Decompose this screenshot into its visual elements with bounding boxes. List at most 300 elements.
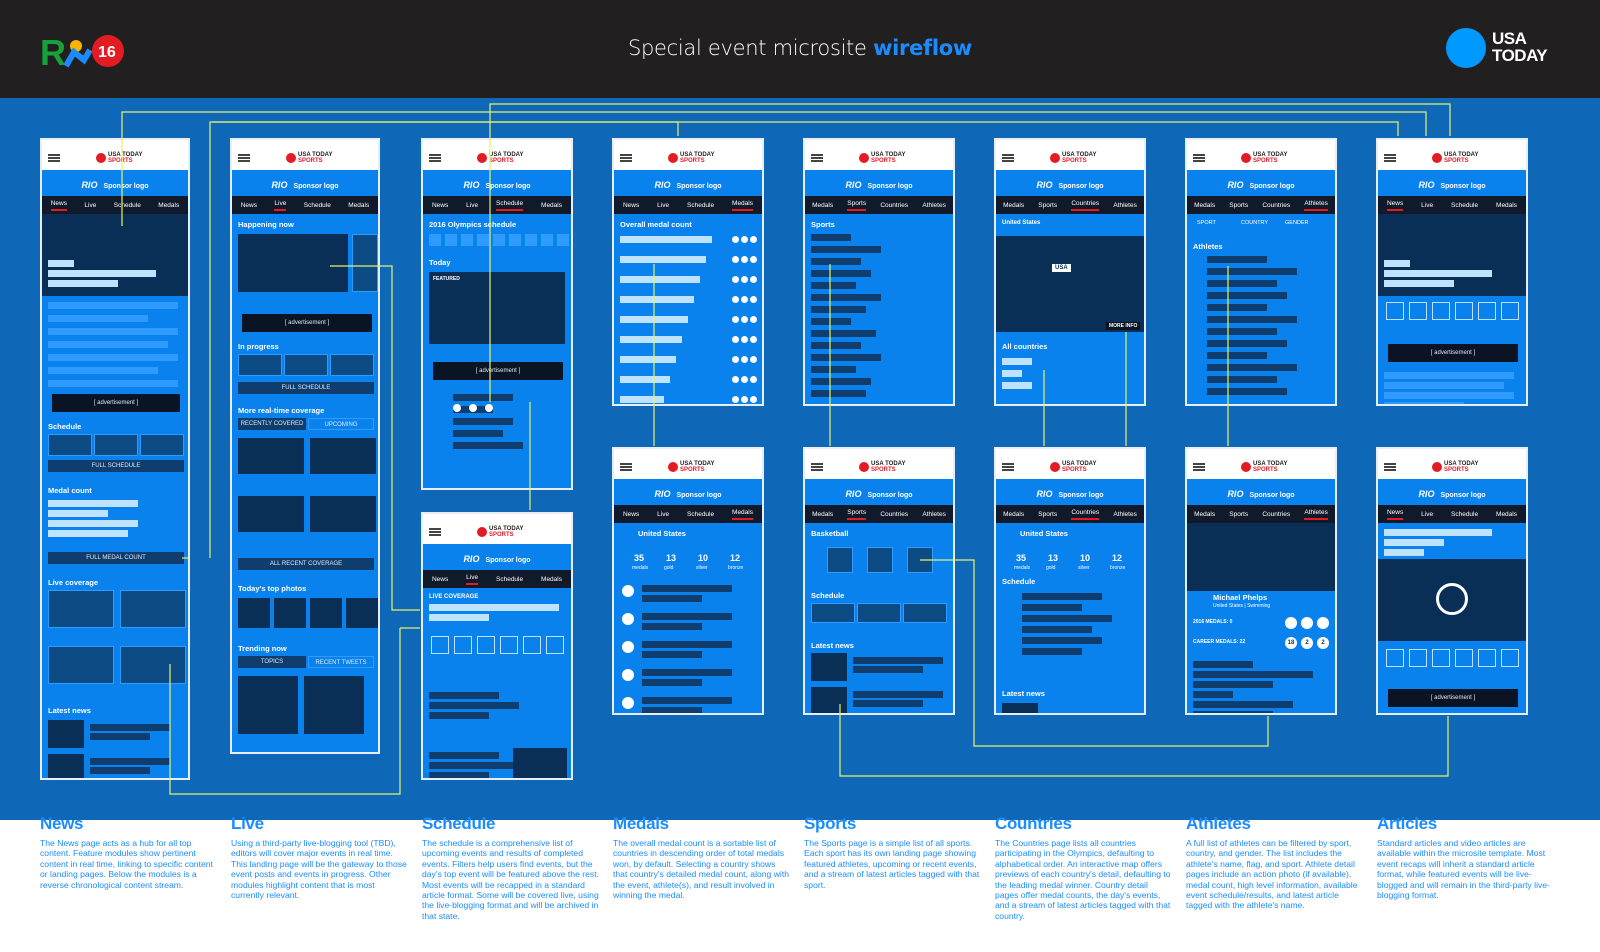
- play-icon: [1436, 583, 1468, 615]
- sponsor-strip: [614, 479, 762, 505]
- date-cell: [557, 234, 569, 246]
- content-bar: [1193, 691, 1233, 698]
- content-bar: [1384, 382, 1504, 389]
- nav-tab-athletes[interactable]: Athletes: [1304, 200, 1328, 211]
- live-card: [48, 646, 114, 684]
- photo-thumb: [346, 598, 378, 628]
- stat-value: 35: [1016, 553, 1027, 563]
- schedule-card: [94, 434, 138, 456]
- content-bar: [853, 700, 923, 707]
- nav-tab-sports[interactable]: Sports: [1038, 201, 1058, 209]
- hamburger-menu-icon[interactable]: [1193, 154, 1205, 162]
- nav-tab-medals[interactable]: Medals: [1003, 510, 1025, 518]
- content-bar: [811, 390, 866, 397]
- description-title: Sports: [804, 814, 857, 833]
- phone-header: [1187, 148, 1335, 170]
- nav-tab-schedule[interactable]: Schedule: [113, 201, 141, 209]
- nav-tab-live[interactable]: Live: [1421, 510, 1434, 518]
- hamburger-menu-icon[interactable]: [429, 528, 441, 536]
- nav-tab-medals[interactable]: Medals: [1194, 201, 1216, 209]
- content-bar: [1384, 280, 1454, 287]
- sponsor-logo: Sponsor logo: [676, 492, 722, 499]
- hamburger-menu-icon[interactable]: [1193, 463, 1205, 471]
- brand-label: USA TODAY SPORTS: [489, 152, 524, 164]
- date-cell: [525, 234, 537, 246]
- content-bar: [642, 651, 702, 658]
- content-bar: [1207, 280, 1277, 287]
- brand-label: USA TODAY SPORTS: [871, 152, 906, 164]
- phone-sports: [803, 138, 955, 406]
- status-bar: [232, 140, 378, 148]
- rt-card: [310, 438, 376, 474]
- content-bar: [1193, 681, 1273, 688]
- live-card: [120, 646, 186, 684]
- status-bar: [614, 449, 762, 457]
- career-dot: 18: [1285, 637, 1297, 649]
- sponsor-strip: [805, 170, 953, 196]
- content-bar: [811, 330, 876, 337]
- phone-header: [423, 522, 571, 544]
- content-bar: [90, 724, 170, 731]
- country-bar: [620, 236, 712, 243]
- share-icon: [500, 636, 518, 654]
- phone-video: [1376, 447, 1528, 715]
- medal-dot: [741, 276, 748, 283]
- medal-dot: [741, 316, 748, 323]
- phone-header: [1378, 148, 1526, 170]
- athlete-name: Michael Phelps: [1213, 593, 1268, 602]
- nav-tab-medals[interactable]: Medals: [348, 201, 370, 209]
- nav-tab-news[interactable]: News: [622, 510, 640, 518]
- nav-tab-news[interactable]: News: [1387, 200, 1403, 211]
- usa-today-wordmark: USA TODAY: [1492, 29, 1548, 65]
- status-bar: [423, 514, 571, 522]
- hamburger-menu-icon[interactable]: [1384, 463, 1396, 471]
- content-bar: [642, 623, 702, 630]
- nav-tab-medals[interactable]: Medals: [541, 575, 562, 583]
- sponsor-strip: [423, 544, 571, 570]
- nav-tab-live[interactable]: Live: [1421, 201, 1434, 209]
- phone-article: [1376, 138, 1528, 406]
- content-bar: [429, 762, 519, 769]
- content-bar: [48, 520, 138, 527]
- content-bar: [642, 613, 732, 620]
- nav-tab-sports[interactable]: Sports: [1229, 510, 1249, 518]
- advertisement-slot: [ advertisement ]: [1388, 689, 1518, 707]
- nav-tab-athletes[interactable]: Athletes: [922, 510, 946, 518]
- content-bar: [1207, 364, 1297, 371]
- hamburger-menu-icon[interactable]: [620, 463, 632, 471]
- nav-tab-athletes[interactable]: Athletes: [1304, 509, 1328, 520]
- schedule-card: [857, 603, 901, 623]
- nav-tab-athletes[interactable]: Athletes: [1113, 201, 1137, 209]
- medal-title: Overall medal count: [620, 220, 692, 229]
- description-text: Standard articles and video articles are available within the microsite template. Most event recaps will inherit a standard article format, while featured events will be live-blogged and will remain in the third-party live-blogging format.: [1377, 838, 1550, 901]
- content-bar: [48, 302, 178, 309]
- date-cell: [477, 234, 489, 246]
- nav-tab-news[interactable]: News: [1387, 509, 1403, 520]
- content-bar: [1022, 637, 1102, 644]
- all-recent-button: ALL RECENT COVERAGE: [238, 558, 374, 570]
- rio-wordmark: RIO: [654, 489, 671, 499]
- hamburger-menu-icon[interactable]: [48, 154, 60, 162]
- description-news: [40, 814, 218, 890]
- content-bar: [429, 604, 559, 611]
- nav-tab-medals[interactable]: Medals: [812, 201, 834, 209]
- date-cell: [493, 234, 505, 246]
- medal-dot: [741, 376, 748, 383]
- hamburger-menu-icon[interactable]: [811, 154, 823, 162]
- content-bar: [48, 367, 158, 374]
- nav-tab-schedule[interactable]: Schedule: [1451, 510, 1479, 518]
- usa-today-dot-icon: [477, 153, 487, 163]
- content-bar: [48, 510, 108, 517]
- phone-nav: [423, 570, 571, 588]
- thumb: [48, 754, 84, 780]
- content-bar: [642, 595, 702, 602]
- description-title: Schedule: [422, 814, 496, 833]
- share-icon: [454, 636, 472, 654]
- schedule-card: [48, 434, 92, 456]
- nav-tab-schedule[interactable]: Schedule: [1451, 201, 1479, 209]
- usa-today-dot-icon: [1241, 462, 1251, 472]
- medal-dot: [750, 276, 757, 283]
- phone-nav: [805, 196, 953, 214]
- advertisement-slot: [ advertisement ]: [433, 362, 563, 380]
- nav-tab-sports[interactable]: Sports: [847, 509, 866, 520]
- usa-today-dot-icon: [286, 153, 296, 163]
- description-title: Countries: [995, 814, 1072, 833]
- nav-tab-countries[interactable]: Countries: [1262, 201, 1291, 209]
- medal-dot: [750, 376, 757, 383]
- description-title: Medals: [613, 814, 669, 833]
- phone-body: [232, 214, 378, 752]
- phone-medals_detail: [612, 447, 764, 715]
- nav-tab-medals[interactable]: Medals: [812, 510, 834, 518]
- career-medals-label: CAREER MEDALS: 22: [1193, 639, 1246, 645]
- content-bar: [811, 306, 866, 313]
- phone-nav: [42, 196, 188, 214]
- share-icon: [1432, 649, 1450, 667]
- medal-dot: [741, 256, 748, 263]
- description-text: The overall medal count is a sortable list of countries in descending order of total medals won, by default. Selecting a country shows that country's detailed medal count, along with the event, athlete(s), and result involved in winning the medal.: [613, 838, 790, 901]
- usa-today-dot-icon: [1050, 153, 1060, 163]
- description-text: The Countries page lists all countries participating in the Olympics, defaulting to alphabetical order. An interactive map offers previews of each country's detail, defaulting to the leading medal winner. Country detail pages offer medal counts, the day's events, and a stream of latest articles tagged with that country.: [995, 838, 1171, 921]
- usa-today-dot-icon: [668, 153, 678, 163]
- filter-country: COUNTRY: [1241, 220, 1269, 226]
- content-bar: [1384, 392, 1514, 399]
- content-bar: [811, 258, 861, 265]
- hamburger-menu-icon[interactable]: [811, 463, 823, 471]
- phone-schedule_detail: [421, 512, 573, 780]
- full-medal-count-button: FULL MEDAL COUNT: [48, 552, 184, 564]
- usa-today-dot-icon: [859, 153, 869, 163]
- rio-wordmark: RIO: [845, 489, 862, 499]
- content-bar: [90, 767, 150, 774]
- athletes-title: Athletes: [1193, 242, 1223, 251]
- medal-dot: [750, 316, 757, 323]
- nav-tab-countries[interactable]: Countries: [880, 510, 909, 518]
- phone-header: [805, 457, 953, 479]
- status-bar: [996, 140, 1144, 148]
- rio-wordmark: RIO: [1036, 180, 1053, 190]
- full-schedule-button: FULL SCHEDULE: [48, 460, 184, 472]
- nav-tab-sports[interactable]: Sports: [847, 200, 866, 211]
- content-bar: [811, 270, 871, 277]
- nav-tab-athletes[interactable]: Athletes: [922, 201, 946, 209]
- medal-dot: [732, 336, 739, 343]
- nav-tab-medals[interactable]: Medals: [1496, 510, 1517, 518]
- hamburger-menu-icon[interactable]: [620, 154, 632, 162]
- content-bar: [48, 530, 128, 537]
- rt-card: [310, 496, 376, 532]
- nav-tab-live[interactable]: Live: [466, 201, 479, 209]
- content-bar: [1207, 340, 1287, 347]
- schedule-card: [140, 434, 184, 456]
- nav-tab-live[interactable]: Live: [84, 201, 97, 209]
- stat-value: 12: [730, 553, 741, 563]
- content-bar: [48, 328, 178, 335]
- content-bar: [811, 342, 861, 349]
- date-cell: [509, 234, 521, 246]
- medal-dot: [741, 336, 748, 343]
- content-bar: [429, 712, 489, 719]
- description-title: Live: [231, 814, 264, 833]
- phone-body: [423, 214, 571, 488]
- sport-name: Basketball: [811, 529, 849, 538]
- nav-tab-countries[interactable]: Countries: [880, 201, 909, 209]
- content-bar: [811, 246, 881, 253]
- nav-tab-news[interactable]: News: [240, 201, 257, 209]
- content-bar: [1384, 270, 1492, 277]
- nav-tab-medals[interactable]: Medals: [1194, 510, 1216, 518]
- content-bar: [1193, 701, 1293, 708]
- description-text: The News page acts as a hub for all top content. Feature modules show pertinent content in real time, linking to specific content or landing pages. Below the modules is a reverse chronological content stream.: [40, 838, 213, 890]
- medal-dot: [741, 296, 748, 303]
- nav-tab-live[interactable]: Live: [274, 200, 286, 211]
- nav-tab-sports[interactable]: Sports: [1038, 510, 1058, 518]
- nav-tab-schedule[interactable]: Schedule: [303, 201, 331, 209]
- stat-label: bronze: [1110, 565, 1126, 571]
- nav-tab-schedule[interactable]: Schedule: [496, 575, 524, 583]
- content-bar: [48, 354, 178, 361]
- stat-label: silver: [696, 565, 708, 571]
- schedule-card: [903, 603, 947, 623]
- usa-today-dot-icon: [668, 462, 678, 472]
- content-bar: [1002, 370, 1022, 377]
- content-bar: [48, 500, 138, 507]
- content-bar: [429, 752, 499, 759]
- medal-2016-dot: [1301, 617, 1313, 629]
- phone-body: [614, 214, 762, 404]
- phone-body: [1187, 523, 1335, 713]
- phone-header: [996, 457, 1144, 479]
- schedule-title: 2016 Olympics schedule: [429, 220, 517, 229]
- country-bar: [620, 316, 688, 323]
- photo-thumb: [238, 598, 270, 628]
- phone-header: [805, 148, 953, 170]
- news-thumb: [811, 653, 847, 681]
- content-bar: [453, 418, 513, 425]
- description-title: Athletes: [1186, 814, 1251, 833]
- content-bar: [853, 691, 943, 698]
- athlete-sub: United States | Swimming: [1213, 603, 1271, 609]
- stat-label: gold: [1046, 565, 1056, 571]
- date-cell: [429, 234, 441, 246]
- content-bar: [811, 282, 856, 289]
- athlete-photo: [867, 547, 893, 573]
- hamburger-menu-icon[interactable]: [1002, 154, 1014, 162]
- rio-wordmark: RIO: [1036, 489, 1053, 499]
- progress-card: [238, 354, 282, 376]
- nav-tab-medals[interactable]: Medals: [732, 200, 753, 211]
- country-bar: [620, 356, 676, 363]
- nav-tab-news[interactable]: News: [431, 201, 449, 209]
- sponsor-strip: [42, 170, 188, 196]
- medal-2016-dot: [1317, 617, 1329, 629]
- stat-label: bronze: [728, 565, 744, 571]
- usa-today-dot-icon: [859, 462, 869, 472]
- phone-medals: [612, 138, 764, 406]
- phone-nav: [1187, 196, 1335, 214]
- phone-header: [1187, 457, 1335, 479]
- sponsor-strip: [1187, 170, 1335, 196]
- live-coverage-heading: Live coverage: [48, 578, 99, 587]
- content-bar: [642, 641, 732, 648]
- phone-body: [42, 214, 188, 778]
- nav-tab-medals[interactable]: Medals: [732, 509, 753, 520]
- hamburger-menu-icon[interactable]: [238, 154, 250, 162]
- content-bar: [853, 657, 943, 664]
- nav-tab-news[interactable]: News: [622, 201, 640, 209]
- nav-tab-live[interactable]: Live: [657, 201, 670, 209]
- medal-dot: [741, 396, 748, 403]
- content-bar: [453, 442, 523, 449]
- rio-wordmark: RIO: [1418, 180, 1435, 190]
- sponsor-logo: Sponsor logo: [867, 183, 913, 190]
- brand-label: USA TODAY SPORTS: [680, 152, 715, 164]
- phone-nav: [1378, 196, 1526, 214]
- usa-today-dot-icon: [477, 527, 487, 537]
- hamburger-menu-icon[interactable]: [1384, 154, 1396, 162]
- medal-dot: [732, 376, 739, 383]
- sponsor-strip: [1378, 479, 1526, 505]
- status-bar: [42, 140, 188, 148]
- rio-wordmark: RIO: [271, 180, 288, 190]
- phone-nav: [423, 196, 571, 214]
- content-bar: [1384, 539, 1444, 546]
- nav-tab-medals[interactable]: Medals: [1003, 201, 1025, 209]
- nav-tab-news[interactable]: News: [51, 200, 67, 211]
- nav-tab-schedule[interactable]: Schedule: [687, 201, 715, 209]
- phone-body: [805, 214, 953, 404]
- nav-tab-schedule[interactable]: Schedule: [687, 510, 715, 518]
- phone-athletes: [1185, 138, 1337, 406]
- brand-label: USA TODAY SPORTS: [108, 152, 143, 164]
- header-bar: [0, 0, 1600, 98]
- phone-sports_detail: [803, 447, 955, 715]
- description-title: News: [40, 814, 84, 833]
- brand-label: USA TODAY SPORTS: [1444, 152, 1479, 164]
- nav-tab-countries[interactable]: Countries: [1071, 509, 1099, 520]
- nav-tab-schedule[interactable]: Schedule: [496, 200, 523, 211]
- usa-today-dot-icon: [1432, 462, 1442, 472]
- country-bar: [620, 376, 670, 383]
- nav-tab-news[interactable]: News: [431, 575, 449, 583]
- sponsor-logo: Sponsor logo: [103, 183, 149, 190]
- stat-value: 35: [634, 553, 645, 563]
- nav-tab-live[interactable]: Live: [657, 510, 670, 518]
- content-bar: [429, 692, 499, 699]
- hamburger-menu-icon[interactable]: [1002, 463, 1014, 471]
- photo-thumb: [274, 598, 306, 628]
- svg-text:R: R: [40, 32, 66, 70]
- happening-heading: Happening now: [238, 220, 294, 229]
- sponsor-logo: Sponsor logo: [485, 557, 531, 564]
- hamburger-menu-icon[interactable]: [429, 154, 441, 162]
- filter-sport: SPORT: [1197, 220, 1216, 226]
- share-icon: [1501, 649, 1519, 667]
- description-text: The schedule is a comprehensive list of upcoming events and results of completed events. Filters help users find events, but the day's top event will be featured above the rest. Most events will be recapped in a standard article format. Some will be covered live, using the live-blogging format and will be archived in that state.: [422, 838, 599, 921]
- rt-card: [238, 438, 304, 474]
- share-icon: [431, 636, 449, 654]
- brand-label: USA TODAY SPORTS: [1253, 152, 1288, 164]
- nav-tab-medals[interactable]: Medals: [541, 201, 562, 209]
- nav-tab-countries[interactable]: Countries: [1262, 510, 1291, 518]
- nav-tab-countries[interactable]: Countries: [1071, 200, 1099, 211]
- content-bar: [1022, 604, 1082, 611]
- schedule-heading: Schedule: [48, 422, 82, 431]
- result-dot: [622, 641, 634, 653]
- thumb: [48, 720, 84, 748]
- career-dot: 2: [1301, 637, 1313, 649]
- nav-tab-medals[interactable]: Medals: [1496, 201, 1517, 209]
- content-bar: [1193, 661, 1253, 668]
- career-dot: 2: [1317, 637, 1329, 649]
- content-bar: [1207, 268, 1297, 275]
- content-bar: [811, 378, 871, 385]
- sport-schedule: Schedule: [811, 591, 845, 600]
- live-coverage-label: LIVE COVERAGE: [429, 594, 479, 600]
- phone-header: [614, 148, 762, 170]
- phone-header: [614, 457, 762, 479]
- content-bar: [811, 294, 881, 301]
- phone-body: [423, 588, 571, 778]
- nav-tab-medals[interactable]: Medals: [158, 201, 180, 209]
- today-heading: Today: [429, 258, 451, 267]
- brand-label: USA TODAY SPORTS: [1062, 461, 1097, 473]
- content-bar: [1002, 358, 1032, 365]
- nav-tab-sports[interactable]: Sports: [1229, 201, 1249, 209]
- phone-header: [996, 148, 1144, 170]
- sport-latest: Latest news: [811, 641, 854, 650]
- status-bar: [423, 140, 571, 148]
- phone-nav: [805, 505, 953, 523]
- advertisement-slot: [ advertisement ]: [242, 314, 372, 332]
- stat-value: 13: [1048, 553, 1059, 563]
- top-photos-heading: Today's top photos: [238, 584, 307, 593]
- share-icon: [1455, 302, 1473, 320]
- description-medals: [613, 814, 791, 900]
- rio-wordmark: RIO: [1418, 489, 1435, 499]
- status-bar: [1378, 140, 1526, 148]
- nav-tab-athletes[interactable]: Athletes: [1113, 510, 1137, 518]
- phone-header: [232, 148, 378, 170]
- event-dot: [469, 404, 477, 412]
- sponsor-logo: Sponsor logo: [293, 183, 339, 190]
- medal-dot: [732, 296, 739, 303]
- nav-tab-live[interactable]: Live: [466, 574, 478, 585]
